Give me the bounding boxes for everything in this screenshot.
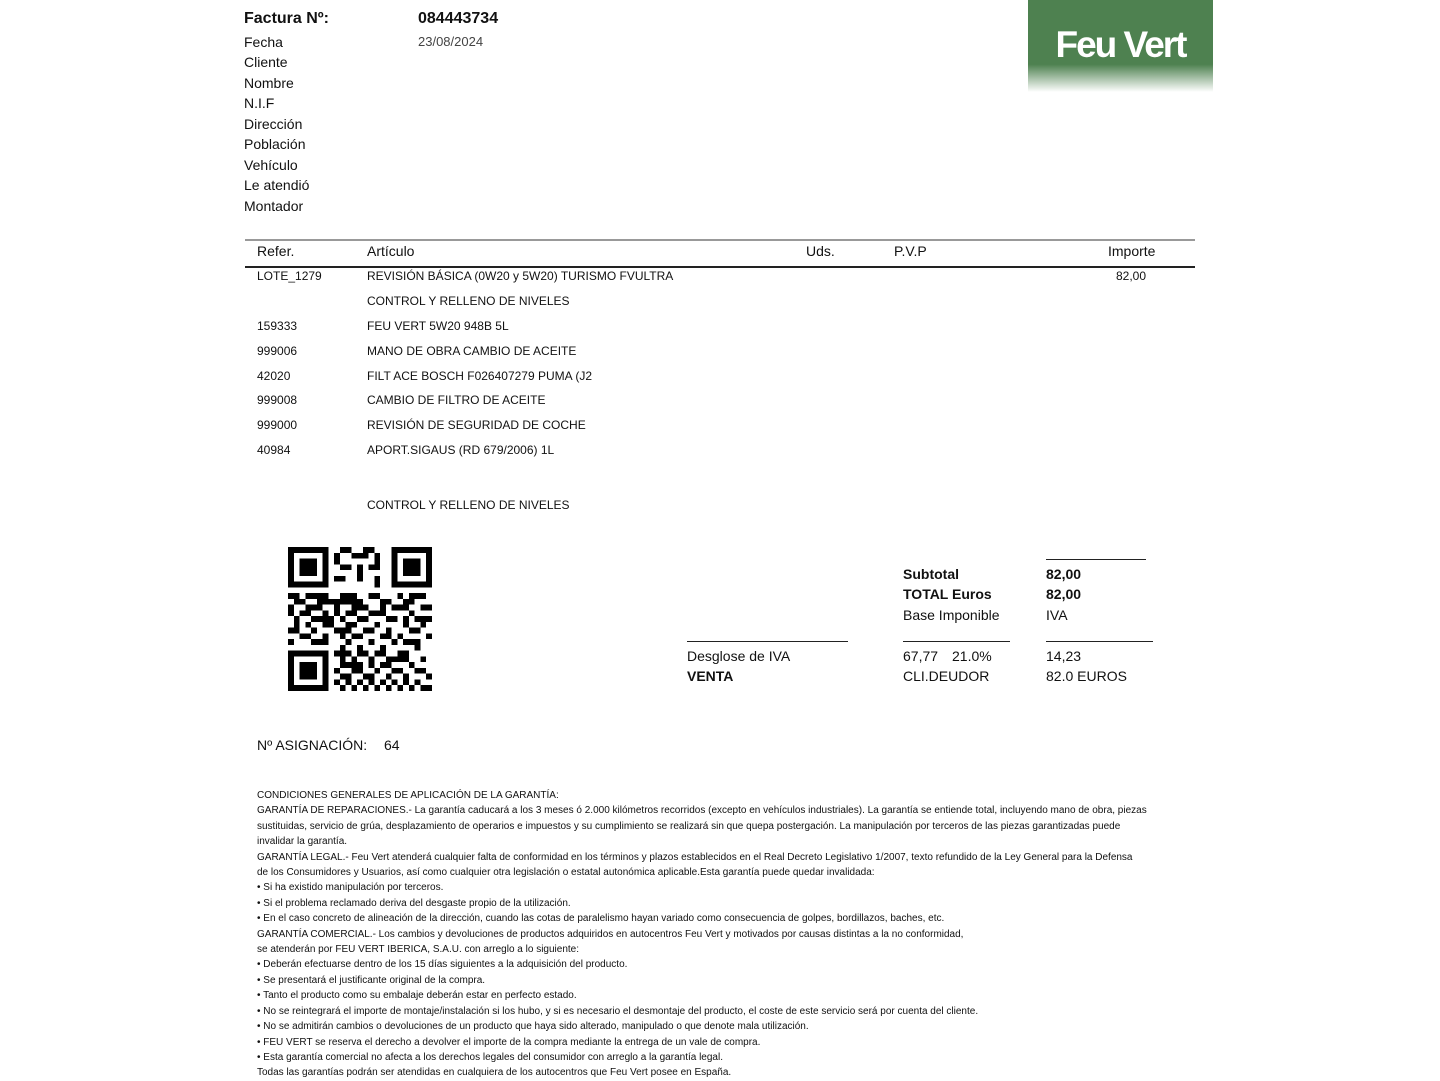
row-importe: 82,00: [1116, 269, 1147, 283]
label-poblacion: Población: [244, 136, 306, 152]
condition-line: GARANTÍA COMERCIAL.- Los cambios y devoluciones de productos adquiridos en autocentros Feu Vert y motivados por causas distintas a la no conformidad,: [257, 928, 964, 940]
condition-line: CONDICIONES GENERALES DE APLICACIÓN DE LA GARANTÍA:: [257, 790, 559, 801]
row-article: REVISIÓN BÁSICA (0W20 y 5W20) TURISMO FVULTRA: [367, 269, 674, 283]
total-value: 82,00: [1046, 586, 1082, 602]
table-top-rule: [245, 239, 1195, 241]
table-header-rule: [245, 266, 1195, 268]
condition-line: • No se reintegrará el importe de montaje/instalación si los hubo, y si es necesario el desmontaje del producto, el coste de este servicio será por cuenta del cliente.: [257, 1005, 979, 1017]
table-row: [0, 269, 1440, 289]
iva-value: 14,23: [1046, 648, 1082, 664]
base-imponible-label: Base Imponible: [903, 607, 1000, 623]
label-nif: N.I.F: [244, 95, 275, 111]
qr-code: [288, 547, 432, 691]
col-header-ref: Refer.: [257, 243, 295, 259]
row-ref: 159333: [257, 319, 298, 333]
condition-line: se atenderán por FEU VERT IBERICA, S.A.U. con arreglo a lo siguiente:: [257, 944, 580, 956]
row-ref: 42020: [257, 369, 291, 383]
subtotal-label: Subtotal: [903, 566, 959, 582]
feu-vert-logo: [1028, 0, 1213, 92]
label-fecha: Fecha: [244, 34, 283, 50]
subtotal-value: 82,00: [1046, 566, 1082, 582]
label-le-atendio: Le atendió: [244, 177, 310, 193]
condition-line: • Esta garantía comercial no afecta a los derechos legales del consumidor con arreglo a la garantía legal.: [257, 1051, 723, 1063]
col-header-articulo: Artículo: [367, 243, 415, 259]
row-ref: 999006: [257, 344, 298, 358]
desglose-iva-label: Desglose de IVA: [687, 648, 791, 664]
row-article: APORT.SIGAUS (RD 679/2006) 1L: [367, 443, 555, 457]
row-article: REVISIÓN DE SEGURIDAD DE COCHE: [367, 418, 586, 432]
warranty-conditions: [257, 788, 1187, 1081]
desglose-rule: [687, 641, 848, 642]
condition-line: de los Consumidores y Usuarios, así como cualquier otra legislación o estatal autonómica aplicable.Esta garantía puede quedar invalidada:: [257, 867, 875, 879]
row-article: FILT ACE BOSCH F026407279 PUMA (J2: [367, 369, 592, 383]
condition-line: • Se presentará el justificante original de la compra.: [257, 974, 486, 986]
table-row: [0, 319, 1440, 339]
col-header-pvp: P.V.P: [894, 243, 927, 259]
condition-line: • Tanto el producto como su embalaje deberán estar en perfecto estado.: [257, 990, 577, 1002]
invoice-date: 23/08/2024: [418, 34, 484, 49]
table-row: [0, 369, 1440, 389]
venta-label: VENTA: [687, 668, 734, 684]
table-row: [0, 443, 1440, 463]
condition-line: GARANTÍA DE REPARACIONES.- La garantía caducará a los 3 meses ó 2.000 kilómetros recorridos (excepto en vehículos industriales). La garantía se entiende total, incluyendo mano de obra, piezas: [257, 805, 1147, 817]
condition-line: • No se admitirán cambios o devoluciones de un producto que haya sido alterado, manipulado o que denote mala utilización.: [257, 1021, 809, 1033]
label-direccion: Dirección: [244, 116, 303, 132]
total-label: TOTAL Euros: [903, 586, 992, 602]
invoice-title: Factura Nº:: [244, 10, 329, 27]
subtotal-rule: [1046, 559, 1146, 560]
table-row: [0, 393, 1440, 413]
row-ref: 999000: [257, 418, 298, 432]
condition-line: • Deberán efectuarse dentro de los 15 días siguientes a la adquisición del producto.: [257, 959, 628, 971]
label-vehiculo: Vehículo: [244, 157, 298, 173]
extra-line-text: CONTROL Y RELLENO DE NIVELES: [367, 498, 570, 512]
cli-deudor-label: CLI.DEUDOR: [903, 668, 990, 684]
row-article: MANO DE OBRA CAMBIO DE ACEITE: [367, 344, 577, 358]
table-row: [0, 294, 1440, 314]
row-article: FEU VERT 5W20 948B 5L: [367, 319, 509, 333]
asignacion-value: 64: [384, 737, 400, 753]
base-rule: [903, 641, 1010, 642]
base-imponible-value: 67,77: [903, 648, 939, 664]
label-nombre: Nombre: [244, 75, 294, 91]
iva-rule: [1046, 641, 1153, 642]
label-montador: Montador: [244, 198, 304, 214]
row-ref: 999008: [257, 393, 298, 407]
condition-line: • FEU VERT se reserva el derecho a devolver el importe de la compra mediante la entrega de un vale de compra.: [257, 1036, 761, 1048]
row-article: CONTROL Y RELLENO DE NIVELES: [367, 294, 570, 308]
condition-line: Todas las garantías podrán ser atendidas en cualquiera de los autocentros que Feu Vert posee en España.: [257, 1067, 732, 1079]
col-header-importe: Importe: [1108, 243, 1156, 259]
col-header-uds: Uds.: [806, 243, 835, 259]
condition-line: GARANTÍA LEGAL.- Feu Vert atenderá cualquier falta de conformidad en los términos y plazos establecidos en el Real Decreto Legislativo 1/2007, texto refundido de la Ley General para la Defensa: [257, 851, 1133, 863]
table-row: [0, 344, 1440, 364]
condition-line: invalidar la garantía.: [257, 836, 348, 848]
extra-line: [0, 498, 1440, 518]
row-article: CAMBIO DE FILTRO DE ACEITE: [367, 393, 546, 407]
asignacion-label: Nº ASIGNACIÓN:: [257, 737, 368, 753]
invoice-number: 084443734: [418, 10, 499, 27]
logo-text: Feu Vert: [1055, 24, 1186, 65]
iva-label: IVA: [1046, 607, 1068, 623]
row-ref: 40984: [257, 443, 291, 457]
iva-rate: 21.0%: [952, 648, 992, 664]
condition-line: • En el caso concreto de alineación de la dirección, cuando las cotas de paralelismo hayan variado como consecuencia de golpes, bordillazos, baches, etc.: [257, 913, 945, 925]
condition-line: • Si ha existido manipulación por terceros.: [257, 882, 444, 894]
table-row: [0, 418, 1440, 438]
venta-value: 82.0 EUROS: [1046, 668, 1127, 684]
row-ref: LOTE_1279: [257, 269, 322, 283]
condition-line: sustituidas, servicio de grúa, desplazamiento de operarios e impuestos y su cumplimiento se realizará sin que quepa postergación. La manipulación por terceros de las piezas garantizadas puede: [257, 820, 1121, 832]
condition-line: • Si el problema reclamado deriva del desgaste propio de la utilización.: [257, 897, 571, 909]
label-cliente: Cliente: [244, 54, 288, 70]
